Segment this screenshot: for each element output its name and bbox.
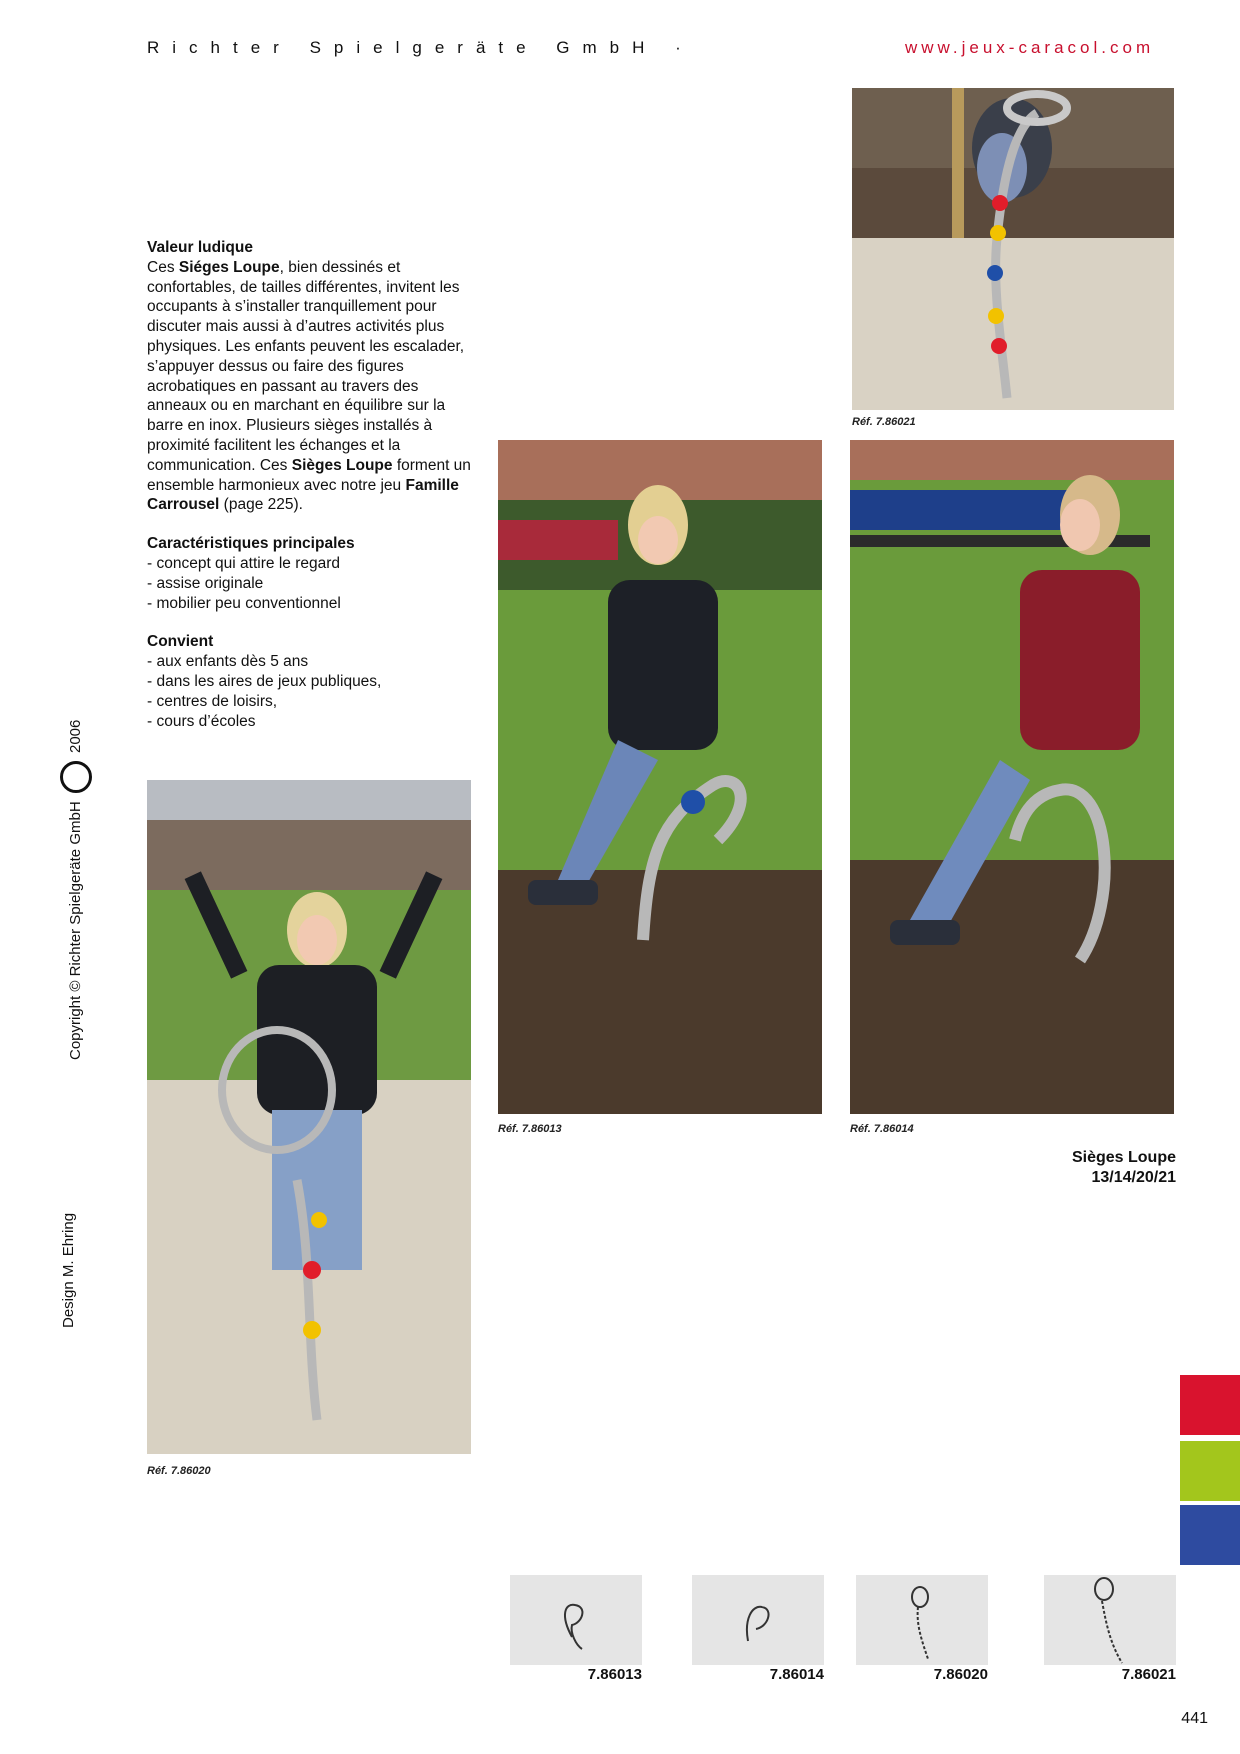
copyright-notice: Copyright © Richter Spielgeräte GmbH 2006 [60, 720, 92, 1060]
list-item: - assise originale [147, 574, 264, 592]
photo-child-leaning-loupe [498, 440, 822, 1114]
suits-heading: Convient [147, 633, 214, 651]
tab-red[interactable] [1180, 1375, 1240, 1435]
intro-heading: Valeur ludique [147, 239, 253, 256]
product-drawing-7-86013 [510, 1575, 642, 1665]
photo-reference: Réf. 7.86020 [147, 1465, 211, 1477]
photo-child-on-ring-loupe [147, 780, 471, 1454]
page-number: 441 [1181, 1710, 1208, 1727]
header-company: Richter Spielgeräte GmbH · [147, 38, 694, 57]
photo-reference: Réf. 7.86013 [498, 1123, 562, 1135]
tab-blue[interactable] [1180, 1505, 1240, 1565]
description-column [147, 238, 477, 750]
product-drawing-7-86021 [1044, 1575, 1176, 1665]
product-caption [1072, 1148, 1176, 1188]
photo-reference: Réf. 7.86014 [850, 1123, 914, 1135]
thumbnail-label: 7.86013 [587, 1666, 642, 1683]
list-item: - centres de loisirs, [147, 692, 278, 710]
features-heading: Caractéristiques principales [147, 535, 355, 553]
list-item: - dans les aires de jeux publiques, [147, 672, 382, 690]
thumbnail-label: 7.86014 [769, 1666, 824, 1683]
suits-list [147, 652, 477, 731]
copyright-seal-icon [60, 761, 92, 793]
list-item: - concept qui attire le regard [147, 554, 340, 572]
header-url-link[interactable]: www.jeux-caracol.com [905, 38, 1155, 57]
product-drawing-7-86020 [856, 1575, 988, 1665]
list-item: - cours d’écoles [147, 712, 256, 730]
product-title: Sièges Loupe [1071, 1149, 1176, 1166]
thumbnail-label: 7.86020 [933, 1666, 988, 1683]
product-drawing-7-86014 [692, 1575, 824, 1665]
list-item: - aux enfants dès 5 ans [147, 653, 309, 671]
photo-child-sitting-loupe [850, 440, 1174, 1114]
photo-reference: Réf. 7.86021 [852, 416, 916, 428]
tab-green[interactable] [1180, 1441, 1240, 1501]
list-item: - mobilier peu conventionnel [147, 594, 341, 612]
features-list [147, 554, 477, 613]
intro-paragraph: Ces Siéges Loupe, bien dessinés et confortables, de tailles différentes, invitent les occupants à s’installer tranquillement pour discuter mais aussi à d’autres activités plus physiques. Les enfants peuvent les escalader, s’appuyer dessus ou faire des figures acrobatiques en passant au travers des anneaux ou en marchant en équilibre sur la barre en inox. Plusieurs sièges installés à proximité facilitent les échanges et la communication. Ces Sièges Loupe forment un ensemble harmonieux avec notre jeu Famille Carrousel (page 225). [147, 258, 471, 514]
design-credit: Design M. Ehring [60, 1212, 77, 1328]
product-models: 13/14/20/21 [1091, 1169, 1176, 1186]
photo-child-hanging-loupe [852, 88, 1174, 410]
thumbnail-label: 7.86021 [1121, 1666, 1176, 1683]
